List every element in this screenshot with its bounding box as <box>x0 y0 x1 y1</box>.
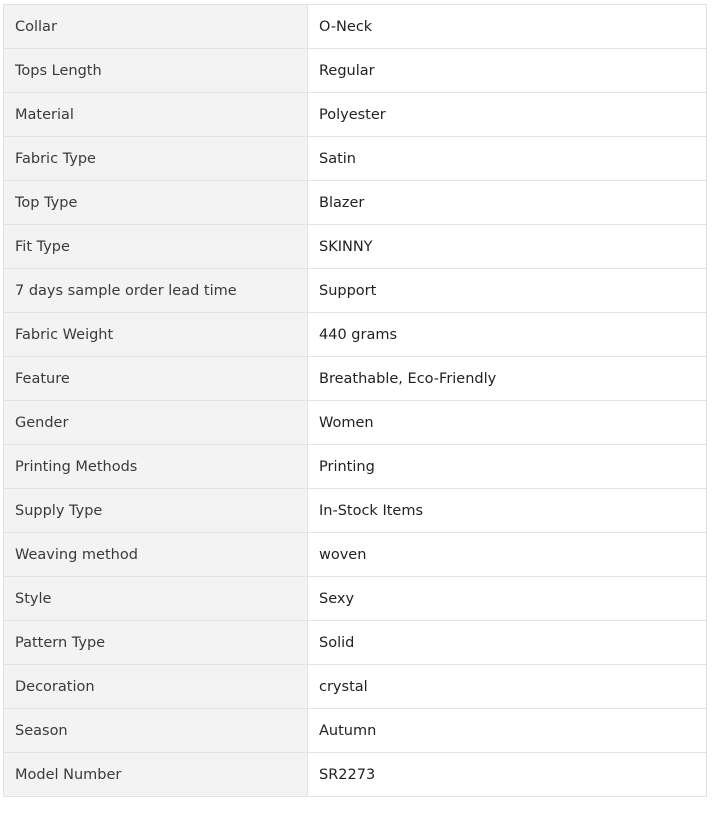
spec-value-cell: Breathable, Eco-Friendly <box>308 357 707 401</box>
spec-value-cell: Sexy <box>308 577 707 621</box>
spec-table-body <box>4 5 707 797</box>
spec-key-cell: Season <box>4 709 308 753</box>
table-row <box>4 709 707 753</box>
spec-key-cell: Weaving method <box>4 533 308 577</box>
product-spec-table <box>3 4 707 797</box>
table-row <box>4 577 707 621</box>
spec-value-cell: Support <box>308 269 707 313</box>
table-row <box>4 357 707 401</box>
spec-key-cell: Fabric Weight <box>4 313 308 357</box>
spec-key-cell: Material <box>4 93 308 137</box>
spec-value-cell: In-Stock Items <box>308 489 707 533</box>
spec-value-cell: Solid <box>308 621 707 665</box>
spec-key-cell: Gender <box>4 401 308 445</box>
spec-key-cell: Tops Length <box>4 49 308 93</box>
spec-key-cell: Decoration <box>4 665 308 709</box>
spec-value-cell: O-Neck <box>308 5 707 49</box>
table-row <box>4 401 707 445</box>
spec-value-cell: Autumn <box>308 709 707 753</box>
table-row <box>4 93 707 137</box>
spec-key-cell: Fit Type <box>4 225 308 269</box>
spec-key-cell: 7 days sample order lead time <box>4 269 308 313</box>
table-row <box>4 269 707 313</box>
spec-value-cell: 440 grams <box>308 313 707 357</box>
spec-value-cell: crystal <box>308 665 707 709</box>
spec-key-cell: Printing Methods <box>4 445 308 489</box>
table-row <box>4 49 707 93</box>
spec-key-cell: Top Type <box>4 181 308 225</box>
table-row <box>4 753 707 797</box>
spec-value-cell: Blazer <box>308 181 707 225</box>
table-row <box>4 665 707 709</box>
spec-value-cell: Printing <box>308 445 707 489</box>
spec-key-cell: Model Number <box>4 753 308 797</box>
spec-key-cell: Style <box>4 577 308 621</box>
spec-value-cell: Women <box>308 401 707 445</box>
table-row <box>4 445 707 489</box>
table-row <box>4 621 707 665</box>
spec-value-cell: Regular <box>308 49 707 93</box>
table-row <box>4 489 707 533</box>
spec-key-cell: Supply Type <box>4 489 308 533</box>
table-row <box>4 313 707 357</box>
spec-value-cell: SR2273 <box>308 753 707 797</box>
spec-value-cell: SKINNY <box>308 225 707 269</box>
table-row <box>4 137 707 181</box>
spec-key-cell: Feature <box>4 357 308 401</box>
spec-value-cell: woven <box>308 533 707 577</box>
spec-key-cell: Collar <box>4 5 308 49</box>
table-row <box>4 533 707 577</box>
spec-key-cell: Pattern Type <box>4 621 308 665</box>
table-row <box>4 225 707 269</box>
spec-value-cell: Satin <box>308 137 707 181</box>
spec-value-cell: Polyester <box>308 93 707 137</box>
table-row <box>4 181 707 225</box>
table-row <box>4 5 707 49</box>
spec-key-cell: Fabric Type <box>4 137 308 181</box>
